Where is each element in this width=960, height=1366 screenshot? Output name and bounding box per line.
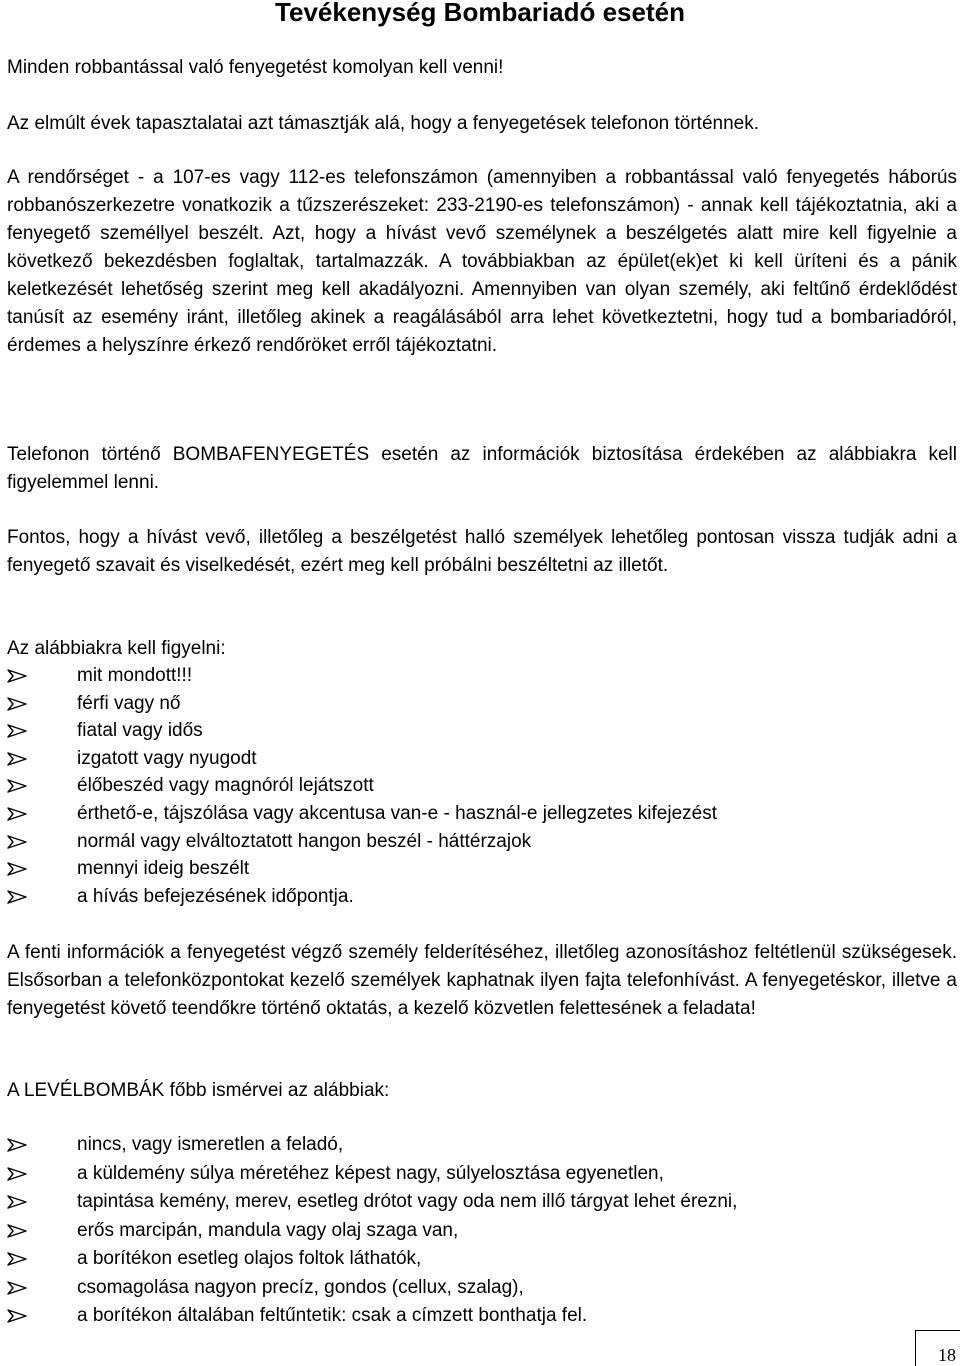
letter-list-item xyxy=(7,1188,947,1217)
arrow-bullet-icon xyxy=(7,835,27,849)
arrow-bullet-icon xyxy=(7,807,27,821)
info-paragraph: A fenti információk a fenyegetést végző személy felderítéséhez, illetőleg azonosításhoz feltétlenül szükségesek. Elsősorban a telefonközpontokat kezelő személyek kaphatnak ilyen fajta telefonhívást. A fenyegetéskor, illetve a fenyegetést követő teendőkre történő oktatás, a kezelő közvetlen felettesének a feladata! xyxy=(7,942,957,1019)
letter-list-item-text: csomagolása nagyon precíz, gondos (cellux, szalag), xyxy=(77,1276,524,1298)
letter-list-item xyxy=(7,1160,947,1189)
intro-line-1: Minden robbantással való fenyegetést komolyan kell venni! xyxy=(7,57,504,78)
watch-list-item xyxy=(7,800,947,828)
watch-list xyxy=(7,662,947,910)
letter-list-item xyxy=(7,1302,947,1331)
letter-list-item xyxy=(7,1274,947,1303)
watch-list-item-text: mit mondott!!! xyxy=(77,665,193,686)
police-paragraph xyxy=(7,164,957,360)
phone-threat-paragraph: Telefonon történő BOMBAFENYEGETÉS esetén az információk biztosítása érdekében az alábbiakra kell figyelemmel lenni. xyxy=(7,444,957,493)
arrow-bullet-icon xyxy=(7,724,27,738)
arrow-bullet-icon xyxy=(7,1224,27,1238)
letter-list-item-text: nincs, vagy ismeretlen a feladó, xyxy=(77,1134,344,1155)
police-paragraph-part2: A továbbiakban az épület(ek)et ki kell üríteni és a pánik keletkezését lehetőség szerint meg kell akadályozni. Amennyiben van olyan személy, aki feltűnő érdeklődést tanúsít az esemény iránt, illetőleg akinek a reagálásából arra lehet következtetni, hogy tud a bombariadóról, érdemes a helyszínre érkező rendőröket erről tájékoztatni. xyxy=(7,251,957,356)
watch-list-item xyxy=(7,883,947,911)
watch-heading: Az alábbiakra kell figyelni: xyxy=(7,638,226,659)
arrow-bullet-icon xyxy=(7,779,27,793)
watch-list-item xyxy=(7,772,947,800)
arrow-bullet-icon xyxy=(7,862,27,876)
arrow-bullet-icon xyxy=(7,1252,27,1266)
arrow-bullet-icon xyxy=(7,669,27,683)
watch-list-item-text: érthető-e, tájszólása vagy akcentusa van-e - használ-e jellegzetes kifejezést xyxy=(77,802,718,824)
watch-list-item xyxy=(7,745,947,773)
arrow-bullet-icon xyxy=(7,890,27,904)
watch-list-item-text: a hívás befejezésének időpontja. xyxy=(77,885,354,907)
watch-list-item-text: izgatott vagy nyugodt xyxy=(77,747,257,769)
letter-list-item-text: tapintása kemény, merev, esetleg drótot vagy oda nem illő tárgyat lehet érezni, xyxy=(77,1191,738,1212)
letter-list-item-text: a borítékon általában feltűntetik: csak a címzett bonthatja fel. xyxy=(77,1305,588,1326)
watch-list-item-text: normál vagy elváltoztatott hangon beszél - háttérzajok xyxy=(77,830,532,852)
letter-list-item-text: a borítékon esetleg olajos foltok láthatók, xyxy=(77,1248,422,1269)
watch-list-item-text: mennyi ideig beszélt xyxy=(77,858,250,880)
watch-list-item-text: élőbeszéd vagy magnóról lejátszott xyxy=(77,775,374,797)
letter-list-item xyxy=(7,1245,947,1274)
police-paragraph-part1: A rendőrséget - a 107-es vagy 112-es telefonszámon (amennyiben a robbantással való fenyegetés háborús robbanószerkezetre vonatkozik a tűzszerészeket: 233-2190-es telefonszámon) - annak kell tájékoztatnia, aki a fenyegető személlyel beszélt. Azt, hogy a hívást vevő személynek a beszélgetés alatt mire kell figyelnie a következő bekezdésben foglaltak, tartalmazzák. xyxy=(7,167,957,272)
watch-list-item xyxy=(7,717,947,745)
page-number: 18 xyxy=(938,1345,956,1365)
arrow-bullet-icon xyxy=(7,752,27,766)
letter-list-item-text: a küldemény súlya méretéhez képest nagy, súlyelosztása egyenetlen, xyxy=(77,1162,664,1184)
letter-bomb-list xyxy=(7,1131,947,1331)
watch-list-item-text: férfi vagy nő xyxy=(77,692,181,714)
watch-list-item xyxy=(7,855,947,883)
intro-line-2: Az elmúlt évek tapasztalatai azt támasztják alá, hogy a fenyegetések telefonon történnek. xyxy=(7,113,759,134)
arrow-bullet-icon xyxy=(7,1281,27,1295)
arrow-bullet-icon xyxy=(7,1138,27,1152)
arrow-bullet-icon xyxy=(7,1167,27,1181)
arrow-bullet-icon xyxy=(7,697,27,711)
watch-list-item xyxy=(7,690,947,718)
letter-list-item xyxy=(7,1131,947,1160)
arrow-bullet-icon xyxy=(7,1309,27,1323)
letter-list-item xyxy=(7,1217,947,1246)
page-title: Tevékenység Bombariadó esetén xyxy=(275,0,685,27)
watch-list-item xyxy=(7,662,947,690)
watch-list-item-text: fiatal vagy idős xyxy=(77,720,203,742)
letter-list-item-text: erős marcipán, mandula vagy olaj szaga van, xyxy=(77,1219,459,1241)
watch-list-item xyxy=(7,828,947,856)
important-paragraph: Fontos, hogy a hívást vevő, illetőleg a beszélgetést halló személyek lehetőleg pontosan vissza tudják adni a fenyegető szavait és viselkedését, ezért meg kell próbálni beszéltetni az illetőt. xyxy=(7,527,957,576)
letter-bomb-heading: A LEVÉLBOMBÁK főbb ismérvei az alábbiak: xyxy=(7,1080,390,1101)
arrow-bullet-icon xyxy=(7,1195,27,1209)
